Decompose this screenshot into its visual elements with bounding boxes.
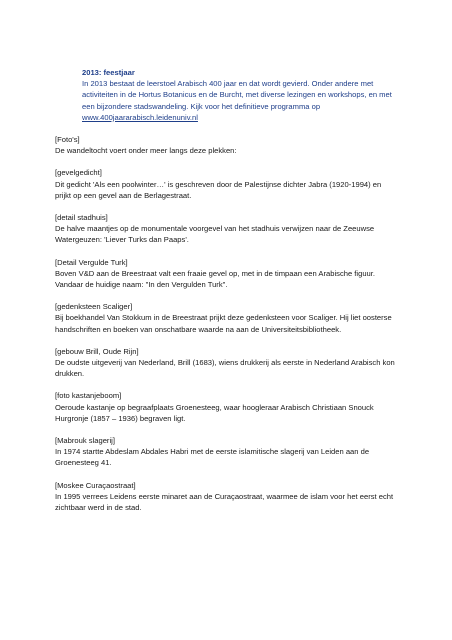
item-label: [Moskee Curaçaostraat] bbox=[55, 480, 136, 490]
item-text: drukken. bbox=[55, 369, 85, 379]
intro-line: activiteiten in de Hortus Botanicus en de Burcht, met diverse lezingen en workshops, en met bbox=[82, 90, 392, 100]
item-text: Vandaar de huidige naam: "In den Vergulden Turk". bbox=[55, 280, 228, 290]
intro-section bbox=[82, 67, 404, 123]
item-label: [detail stadhuis] bbox=[55, 213, 108, 223]
item-text: Boven V&D aan de Breestraat valt een fraaie gevel op, met in de timpaan een Arabische figuur. bbox=[55, 268, 375, 278]
program-link[interactable]: www.400jaararabisch.leidenuniv.nl bbox=[82, 112, 198, 122]
item-moskee-curacaostraat bbox=[55, 480, 404, 514]
item-label: [Mabrouk slagerij] bbox=[55, 436, 115, 446]
photos-text: De wandeltocht voert onder meer langs deze plekken: bbox=[55, 146, 237, 156]
item-text: In 1974 startte Abdeslam Abdales Habri met de eerste islamitische slagerij van Leiden aan de bbox=[55, 447, 370, 457]
item-gedenksteen-scaliger bbox=[55, 301, 404, 335]
item-text: Bij boekhandel Van Stokkum in de Breestraat prijkt deze gedenksteen voor Scaliger. Hij liet oosterse bbox=[55, 313, 392, 323]
item-text: Oeroude kastanje op begraafplaats Groenesteeg, waar hoogleraar Arabisch Christiaan Snouck bbox=[55, 402, 374, 412]
intro-line: In 2013 bestaat de leerstoel Arabisch 400 jaar en dat wordt gevierd. Onder andere met bbox=[82, 79, 374, 89]
photos-label: [Foto's] bbox=[55, 135, 80, 145]
item-text: prijkt op een gevel aan de Berlagestraat. bbox=[55, 190, 192, 200]
item-text: De oudste uitgeverij van Nederland, Brill (1683), wiens drukkerij als eerste in Nederland Arabisch kon bbox=[55, 358, 395, 368]
item-text: Hurgronje (1857 – 1936) begraven ligt. bbox=[55, 413, 186, 423]
item-gebouw-brill bbox=[55, 346, 404, 380]
item-vergulde-turk bbox=[55, 257, 404, 291]
item-label: [gedenksteen Scaliger] bbox=[55, 302, 133, 312]
intro-line: een bijzondere stadswandeling. Kijk voor het definitieve programma op bbox=[82, 101, 321, 111]
item-label: [foto kastanjeboom] bbox=[55, 391, 122, 401]
item-text: handschriften en boeken van onschatbare waarde na aan de Universiteitsbibliotheek. bbox=[55, 324, 342, 334]
item-gevelgedicht bbox=[55, 167, 404, 201]
item-text: zichtbaar werd in de stad. bbox=[55, 503, 142, 513]
item-label: [Detail Vergulde Turk] bbox=[55, 257, 128, 267]
item-mabrouk-slagerij bbox=[55, 435, 404, 469]
item-text: Dit gedicht 'Als een poolwinter…' is geschreven door de Palestijnse dichter Jabra (1920-1994) en bbox=[55, 179, 382, 189]
item-text: Watergeuzen: 'Liever Turks dan Paaps'. bbox=[55, 235, 189, 245]
item-label: [gevelgedicht] bbox=[55, 168, 102, 178]
intro-title: 2013: feestjaar bbox=[82, 68, 135, 77]
photos-intro bbox=[55, 134, 404, 156]
item-label: [gebouw Brill, Oude Rijn] bbox=[55, 346, 139, 356]
item-text: In 1995 verrees Leidens eerste minaret aan de Curaçaostraat, waarmee de islam voor het eerst echt bbox=[55, 491, 394, 501]
item-text: Groenesteeg 41. bbox=[55, 458, 112, 468]
item-text: De halve maantjes op de monumentale voorgevel van het stadhuis verwijzen naar de Zeeuwse bbox=[55, 224, 375, 234]
item-kastanjeboom bbox=[55, 390, 404, 424]
item-detail-stadhuis bbox=[55, 212, 404, 246]
